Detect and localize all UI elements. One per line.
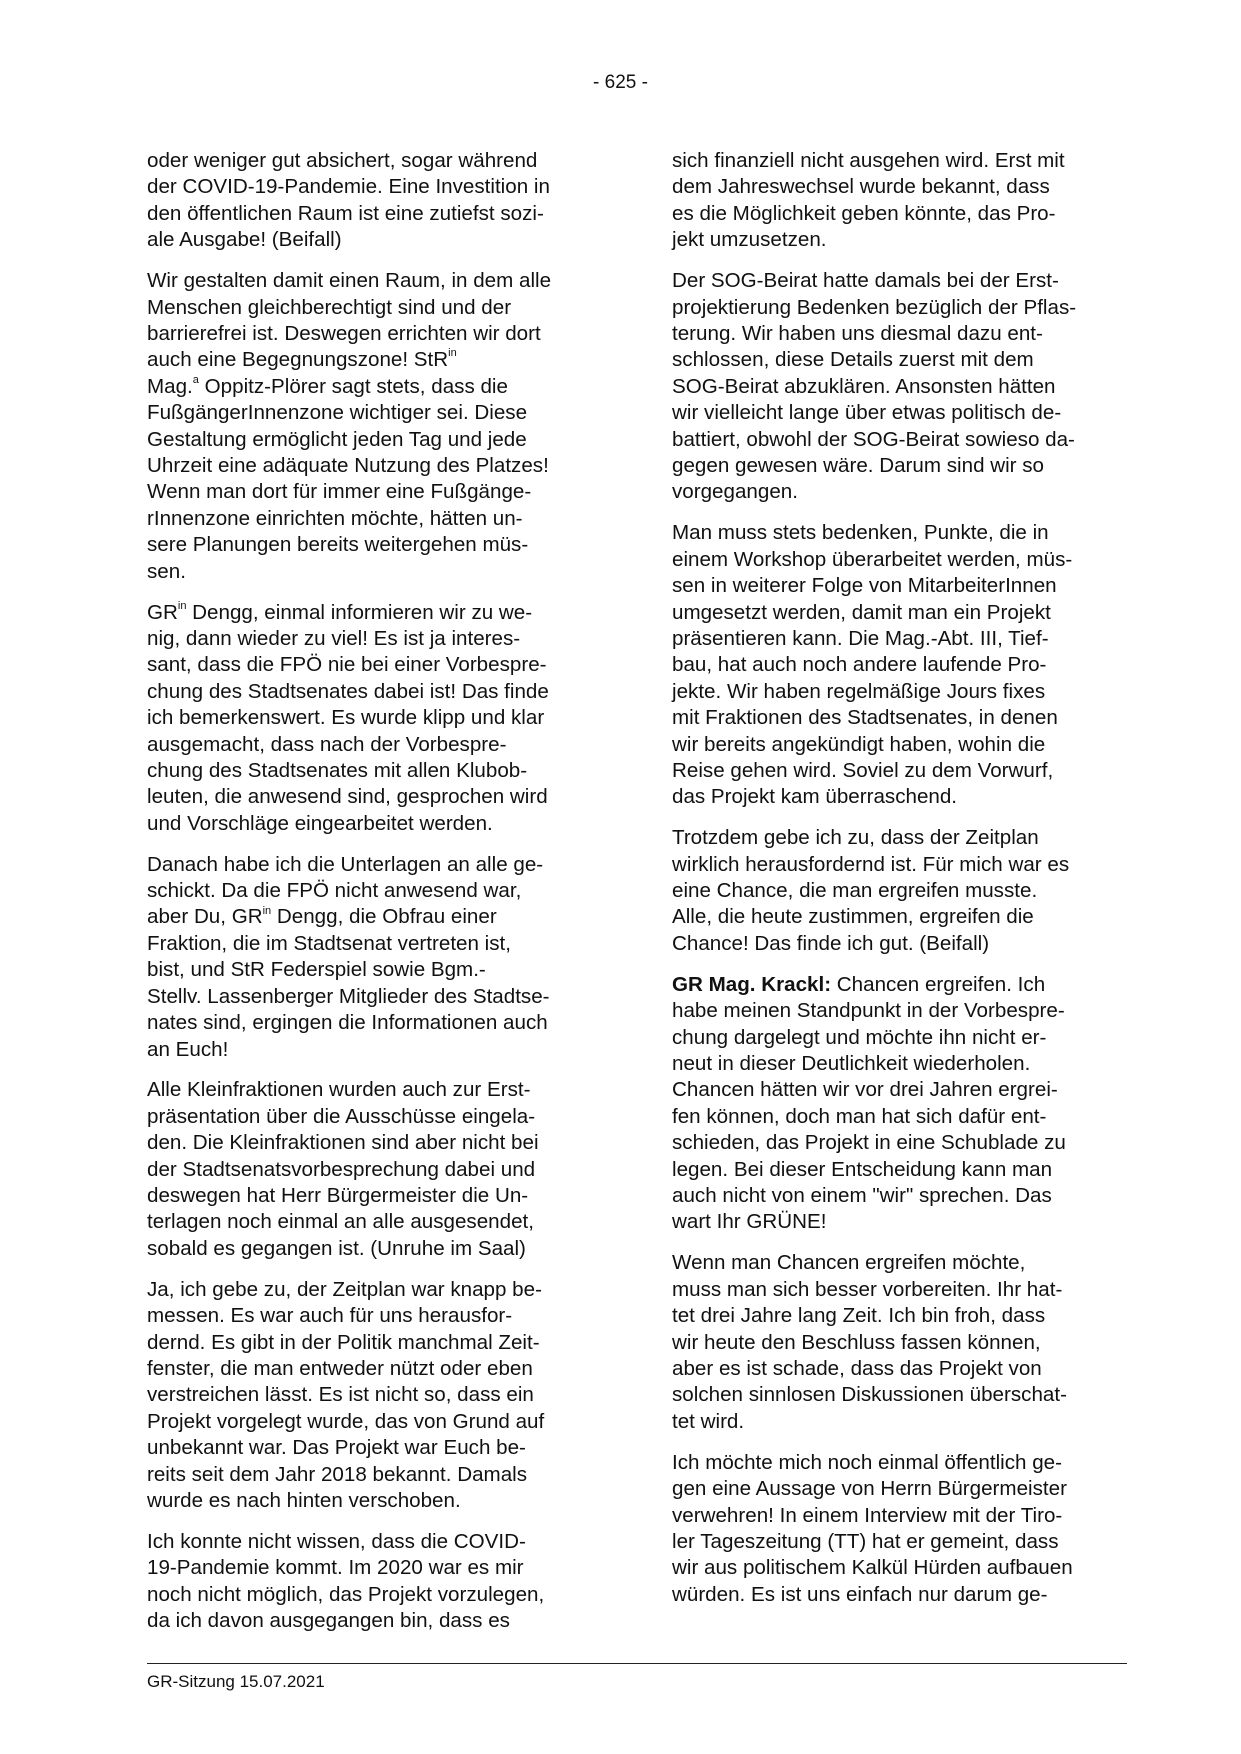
- text-run: Chancen ergreifen. Ich habe meinen Standpunkt in der Vorbespre- chung dargelegt und möchte ihn nicht er- neut in dieser Deutlichkeit wiederholen. Chancen hätten wir vor drei Jahren ergrei- fen können, doch man hat sich dafür ent- schieden, das Projekt in eine Schublade zu legen. Bei dieser Entscheidung kann man auch nicht von einem "wir" sprechen. Das wart Ihr GRÜNE!: [672, 972, 1066, 1234]
- superscript: in: [177, 599, 187, 612]
- superscript: a: [192, 373, 199, 386]
- left-column: [147, 148, 597, 1649]
- paragraph: Trotzdem gebe ich zu, dass der Zeitplan wirklich herausfordernd ist. Für mich war es eine Chance, die man ergreifen musste. Alle, die heute zustimmen, ergreifen die Chance! Das finde ich gut. (Beifall): [672, 826, 1070, 955]
- paragraph: Der SOG-Beirat hatte damals bei der Erst- projektierung Bedenken bezüglich der Pflas- terung. Wir haben uns diesmal dazu ent- schlossen, diese Details zuerst mit dem SOG-Beirat abzuklären. Ansonsten hätten wir vielleicht lange über etwas politisch de- battiert, obwohl der SOG-Beirat sowieso da- gegen gewesen wäre. Darum sind wir so vorgegangen.: [672, 269, 1077, 504]
- paragraph: [147, 268, 597, 585]
- text-run: Dengg, die Obfrau einer Fraktion, die im Stadtsenat vertreten ist, bist, und StR Federspiel sowie Bgm.- Stellv. Lassenberger Mitglieder des Stadtse- nates sind, ergingen die Informationen auch an Euch!: [147, 905, 550, 1061]
- paragraph: sich finanziell nicht ausgehen wird. Erst mit dem Jahreswechsel wurde bekannt, dass es die Möglichkeit geben könnte, das Pro- jekt umzusetzen.: [672, 149, 1065, 252]
- paragraph: Ich möchte mich noch einmal öffentlich ge- gen eine Aussage von Herrn Bürgermeister verwehren! In einem Interview mit der Tiro- ler Tageszeitung (TT) hat er gemeint, dass wir aus politischem Kalkül Hürden aufbauen würden. Es ist uns einfach nur darum ge-: [672, 1450, 1073, 1606]
- paragraph: Ja, ich gebe zu, der Zeitplan war knapp be- messen. Es war auch für uns herausfor- dernd. Es gibt in der Politik manchmal Zeit- fenster, die man entweder nützt oder eben verstreichen lässt. Es ist nicht so, dass ein Projekt vorgelegt wurde, das von Grund auf unbekannt war. Das Projekt war Euch be- reits seit dem Jahr 2018 bekannt. Damals wurde es nach hinten verschoben.: [147, 1277, 545, 1512]
- text-run: Mag.: [147, 374, 193, 398]
- paragraph: oder weniger gut absichert, sogar während der COVID-19-Pandemie. Eine Investition in den öffentlichen Raum ist eine zutiefst sozi- ale Ausgabe! (Beifall): [147, 149, 550, 252]
- superscript: in: [262, 904, 272, 917]
- paragraph: [672, 972, 1122, 1236]
- text-run: Oppitz-Plörer sagt stets, dass die FußgängerInnenzone wichtiger sei. Diese Gestaltung ermöglicht jeden Tag und jede Uhrzeit eine adäquate Nutzung des Platzes! Wenn man dort für immer eine Fußgänge- rInnenzone einrichten möchte, hätten un- sere Planungen bereits weitergehen müs- sen.: [147, 374, 549, 583]
- page-number: - 625 -: [593, 72, 648, 93]
- speaker-name: GR Mag. Krackl:: [672, 972, 832, 996]
- footer-divider: [147, 1663, 1127, 1664]
- text-run: Dengg, einmal informieren wir zu we- nig, dann wieder zu viel! Es ist ja interes- sant, dass die FPÖ nie bei einer Vorbespre- chung des Stadtsenates dabei ist! Das finde ich bemerkenswert. Es wurde klipp und klar ausgemacht, dass nach der Vorbespre- chung des Stadtsenates mit allen Klubob- leuten, die anwesend sind, gesprochen wird und Vorschläge eingearbeitet werden.: [147, 600, 549, 835]
- superscript: in: [448, 347, 457, 360]
- text-run: Wir gestalten damit einen Raum, in dem alle Menschen gleichberechtigt sind und der barrierefrei ist. Deswegen errichten wir dort auch eine Begegnungszone! StR: [147, 269, 552, 372]
- paragraph: [147, 852, 597, 1063]
- footer-text: GR-Sitzung 15.07.2021: [147, 1672, 325, 1691]
- paragraph: [147, 600, 597, 838]
- paragraph: Ich konnte nicht wissen, dass die COVID- 19-Pandemie kommt. Im 2020 war es mir noch nicht möglich, das Projekt vorzulegen, da ich davon ausgegangen bin, dass es: [147, 1529, 545, 1633]
- right-column: [672, 148, 1122, 1623]
- paragraph: Wenn man Chancen ergreifen möchte, muss man sich besser vorbereiten. Ihr hat- tet drei Jahre lang Zeit. Ich bin froh, dass wir heute den Beschluss fassen können, aber es ist schade, dass das Projekt von solchen sinnlosen Diskussionen überschat- tet wird.: [672, 1251, 1067, 1433]
- paragraph: Alle Kleinfraktionen wurden auch zur Erst- präsentation über die Ausschüsse eingela- den. Die Kleinfraktionen sind aber nicht bei der Stadtsenatsvorbesprechung dabei und deswegen hat Herr Bürgermeister die Un- terlagen noch einmal an alle ausgesendet, sobald es gegangen ist. (Unruhe im Saal): [147, 1078, 539, 1260]
- text-run: GR: [147, 600, 178, 624]
- text-run: Danach habe ich die Unterlagen an alle ge- schickt. Da die FPÖ nicht anwesend war, aber Du, GR: [147, 852, 544, 929]
- paragraph: Man muss stets bedenken, Punkte, die in einem Workshop überarbeitet werden, müs- sen in weiterer Folge von MitarbeiterInnen umgesetzt werden, damit man ein Projekt präsentieren kann. Die Mag.-Abt. III, Tief- bau, hat auch noch andere laufende Pro- jekte. Wir haben regelmäßige Jours fixes mit Fraktionen des Stadtsenates, in denen wir bereits angekündigt haben, wohin die Reise gehen wird. Soviel zu dem Vorwurf, das Projekt kam überraschend.: [672, 521, 1073, 809]
